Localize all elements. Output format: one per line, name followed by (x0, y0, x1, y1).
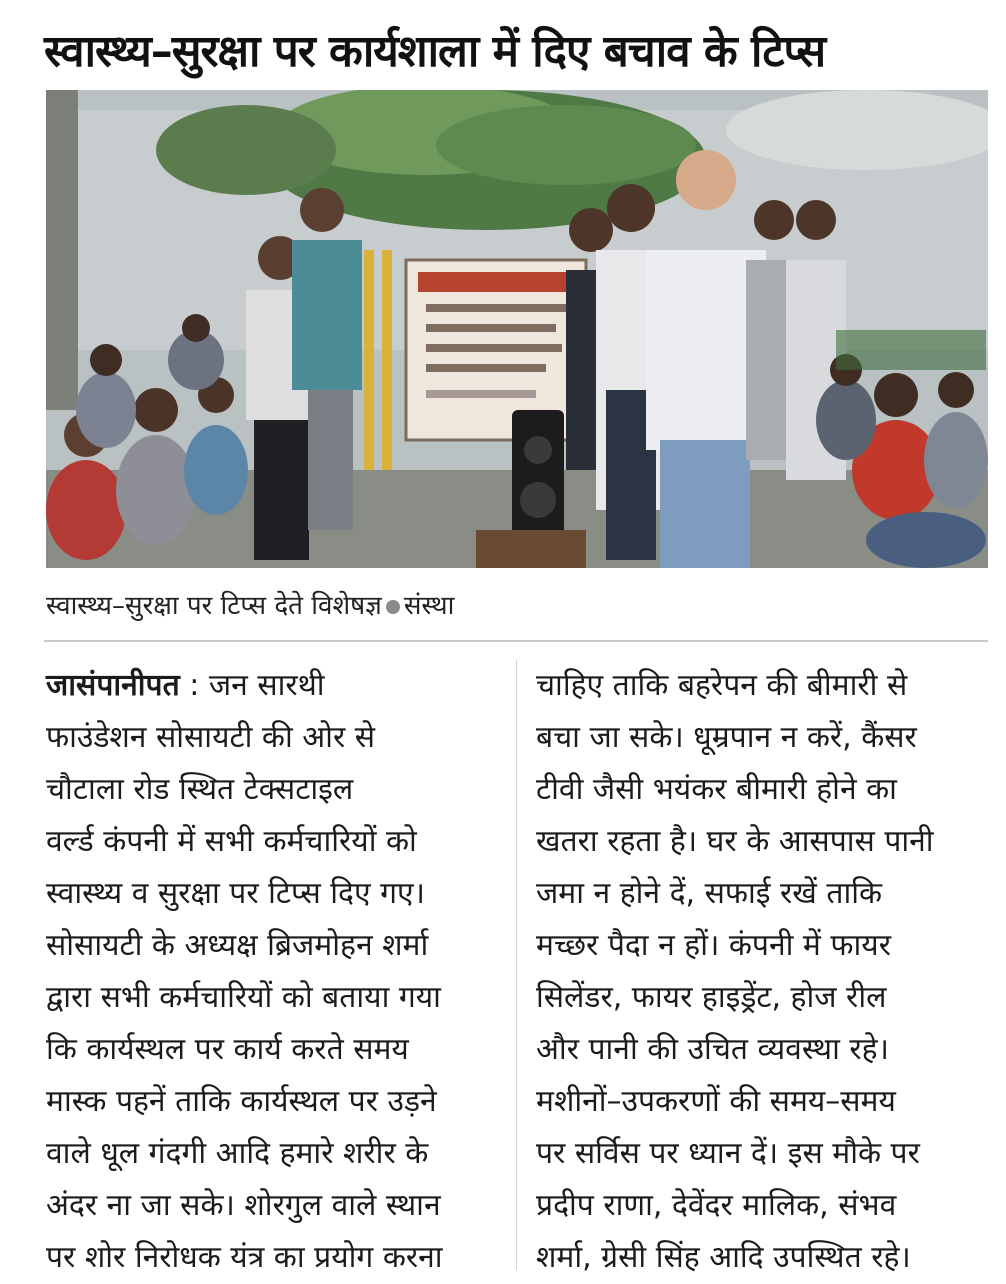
article-line: पर शोर निरोधक यंत्र का प्रयोग करना (46, 1240, 443, 1275)
headline: स्वास्थ्य–सुरक्षा पर कार्यशाला में दिए बचाव के टिप्स (44, 26, 826, 77)
byline-agency: जासं (46, 668, 97, 703)
article-line (46, 660, 498, 712)
article-line: सिलेंडर, फायर हाइड्रेंट, होज रील (536, 980, 887, 1015)
section-divider (44, 640, 988, 642)
article-line: खतरा रहता है। घर के आसपास पानी (536, 824, 934, 859)
article-line: टीवी जैसी भयंकर बीमारी होने का (536, 772, 897, 807)
article-line: मशीनों–उपकरणों की समय–समय (536, 1084, 896, 1119)
byline-place: पानीपत (96, 668, 180, 703)
photo-caption (46, 586, 454, 626)
news-photo (46, 90, 988, 568)
article-line: पर सर्विस पर ध्यान दें। इस मौके पर (536, 1136, 920, 1171)
article-line: कि कार्यस्थल पर कार्य करते समय (46, 1032, 409, 1067)
article-line: वर्ल्ड कंपनी में सभी कर्मचारियों को (46, 824, 417, 859)
article-line: वाले धूल गंदगी आदि हमारे शरीर के (46, 1136, 429, 1171)
article-line: बचा जा सके। धूम्रपान न करें, कैंसर (536, 720, 917, 755)
article-line: प्रदीप राणा, देवेंदर मालिक, संभव (536, 1188, 897, 1223)
column-divider (516, 660, 517, 1270)
article-line: और पानी की उचित व्यवस्था रहे। (536, 1032, 889, 1067)
article-line: शर्मा, ग्रेसी सिंह आदि उपस्थित रहे। (536, 1240, 911, 1275)
loudspeaker-icon (512, 410, 564, 540)
article-line: फाउंडेशन सोसायटी की ओर से (46, 720, 376, 755)
article-column-left (46, 660, 498, 1284)
article-line: मास्क पहनें ताकि कार्यस्थल पर उड़ने (46, 1084, 437, 1119)
article-text: : जन सारथी (179, 668, 325, 703)
article-line: अंदर ना जा सके। शोरगुल वाले स्थान (46, 1188, 441, 1223)
caption-text: स्वास्थ्य–सुरक्षा पर टिप्स देते विशेषज्ञ (46, 591, 382, 621)
caption-credit: संस्था (403, 591, 455, 621)
article-line: चाहिए ताकि बहरेपन की बीमारी से (536, 668, 908, 703)
article-line: सोसायटी के अध्यक्ष ब्रिजमोहन शर्मा (46, 928, 429, 963)
article-line: जमा न होने दें, सफाई रखें ताकि (536, 876, 883, 911)
article-line: मच्छर पैदा न हों। कंपनी में फायर (536, 928, 891, 963)
article-line: चौटाला रोड स्थित टेक्सटाइल (46, 772, 354, 807)
bullet-icon (386, 600, 400, 614)
article-column-right (536, 660, 988, 1284)
article-line: द्वारा सभी कर्मचारियों को बताया गया (46, 980, 441, 1015)
article-line: स्वास्थ्य व सुरक्षा पर टिप्स दिए गए। (46, 876, 425, 911)
